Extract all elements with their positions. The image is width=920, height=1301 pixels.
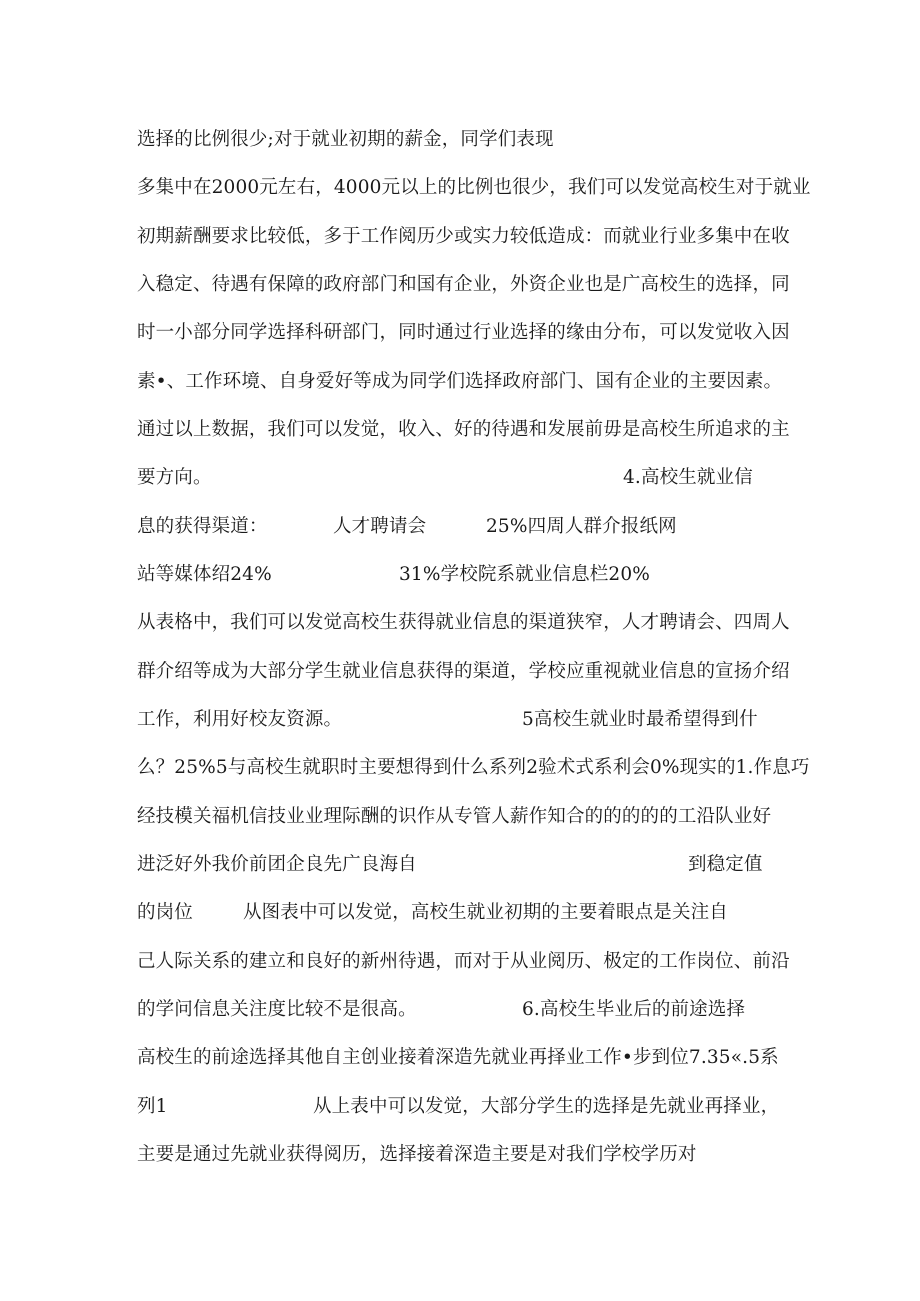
text-line: 高校生的前途选择其他自主创业接着深造先就业再择业工作•步到位7.35«.5系: [137, 1047, 779, 1068]
text-line: [137, 994, 777, 1026]
text-segment: 要方向。: [137, 467, 212, 488]
text-segment: 进泛好外我价前团企良先广良海自: [137, 854, 417, 875]
text-line: 素•、工作环境、自身爱好等成为同学们选择政府部门、国有企业的主要因素。: [137, 371, 783, 392]
text-line: [137, 897, 777, 929]
text-segment: 从图表中可以发觉，高校生就业初期的主要着眼点是关注自: [243, 902, 728, 923]
text-line: 主要是通过先就业获得阅历，选择接着深造主要是对我们学校学历对: [137, 1144, 697, 1165]
text-segment: 工作，利用好校友资源。: [137, 709, 343, 730]
text-line: 群介绍等成为大部分学生就业信息获得的渠道，学校应重视就业信息的宣扬介绍: [137, 661, 790, 682]
text-segment: 息的获得渠道：: [137, 516, 268, 537]
text-line: [137, 1091, 780, 1123]
text-segment: 25%四周人群介报纸网: [486, 516, 677, 537]
text-line: 多集中在2000元左右，4000元以上的比例也很少，我们可以发觉高校生对于就业: [137, 177, 811, 198]
text-line: [137, 462, 777, 494]
text-line: 从表格中，我们可以发觉高校生获得就业信息的渠道狭窄，人才聘请会、四周人: [137, 612, 790, 633]
text-segment: 的学问信息关注度比较不是很高。: [137, 999, 417, 1020]
text-segment: 到稳定值: [688, 854, 763, 875]
text-line: [137, 559, 777, 591]
text-line: 时一小部分同学选择科研部门，同时通过行业选择的缘由分布，可以发觉收入因: [137, 322, 790, 343]
section-heading: 4.高校生就业信: [623, 467, 753, 488]
text-segment: 的岗位: [137, 902, 193, 923]
text-segment: 人才聘请会: [333, 516, 427, 537]
text-line: 己人际关系的建立和良好的新州待遇，而对于从业阅历、极定的工作岗位、前沿: [137, 951, 790, 972]
text-segment: 列1: [137, 1096, 168, 1117]
text-line: [137, 849, 777, 881]
text-segment: 31%学校院系就业信息栏20%: [399, 564, 650, 585]
text-segment: 从上表中可以发觉，大部分学生的选择是先就业再择业，: [313, 1096, 780, 1117]
text-segment: 站等媒体绍24%: [137, 564, 272, 585]
text-line: 入稳定、待遇有保障的政府部门和国有企业，外资企业也是广高校生的选择，同: [137, 274, 790, 295]
text-line: 初期薪酬要求比较低，多于工作阅历少或实力较低造成：而就业行业多集中在收: [137, 226, 790, 247]
text-line: [137, 511, 777, 543]
text-line: 经技模关福机信技业业理际酬的识作从专管人薪作知合的的的的的工沿队业好: [137, 806, 772, 827]
section-heading: 6.高校生毕业后的前途选择: [522, 999, 746, 1020]
text-line: 么？25%5与高校生就职时主要想得到什么系列2验术式系利会0%现实的1.作息巧: [137, 757, 810, 778]
text-line: 通过以上数据，我们可以发觉，收入、好的待遇和发展前毋是高校生所追求的主: [137, 419, 790, 440]
text-line: 选择的比例很少;对于就业初期的薪金，同学们表现: [137, 129, 554, 150]
section-heading: 5高校生就业时最希望得到什: [522, 709, 758, 730]
text-line: [137, 704, 777, 736]
